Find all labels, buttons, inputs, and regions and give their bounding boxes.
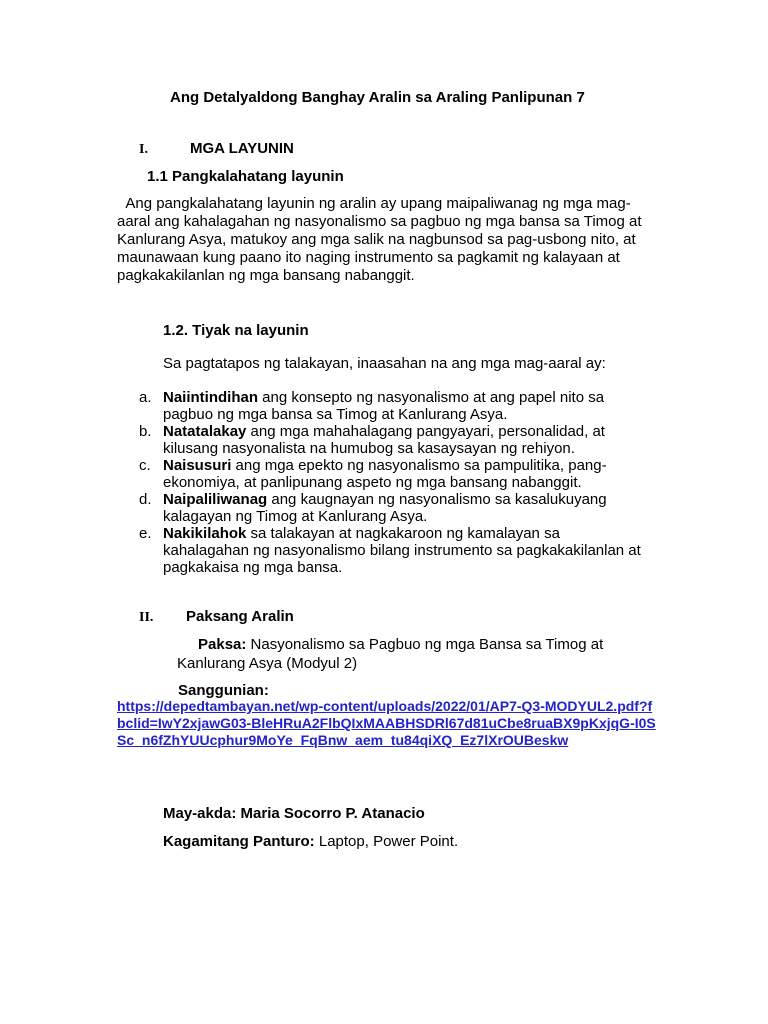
objective-verb: Natatalakay: [163, 423, 247, 440]
list-marker: e.: [139, 525, 152, 542]
section-1-numeral: I.: [139, 142, 148, 157]
objective-text: sa talakayan at nagkakaroon ng kamalayan sa kahalagahan ng nasyonalismo bilang instrumento sa pagkakakilanlan at pagkakaisa ng mga bansa.: [163, 525, 641, 576]
topic-value: Nasyonalismo sa Pagbuo ng mga Bansa sa Timog at Kanlurang Asya (Modyul 2): [177, 636, 604, 672]
materials-value: Laptop, Power Point.: [314, 833, 459, 850]
list-item: [139, 423, 643, 457]
list-item: [139, 525, 643, 576]
objective-text: ang mga mahahalagang pangyayari, personalidad, at kilusang nasyonalista na humubog sa kasaysayan ng rehiyon.: [163, 423, 605, 457]
general-objective-heading: 1.1 Pangkalahatang layunin: [147, 168, 344, 185]
objective-verb: Naiintindihan: [163, 389, 258, 406]
objective-text: ang konsepto ng nasyonalismo at ang papel nito sa pagbuo ng mga bansa sa Timog at Kanlurang Asya.: [163, 389, 605, 423]
specific-objective-intro: Sa pagtatapos ng talakayan, inaasahan na ang mga mag-aaral ay:: [163, 355, 606, 372]
list-marker: d.: [139, 491, 152, 508]
objective-verb: Naipaliliwanag: [163, 491, 268, 508]
source-label: Sanggunian:: [178, 682, 269, 699]
materials-label: Kagamitang Panturo:: [163, 833, 315, 850]
general-objective-text: [117, 195, 657, 285]
objective-verb: Nakikilahok: [163, 525, 247, 542]
specific-objective-heading: 1.2. Tiyak na layunin: [163, 322, 309, 339]
list-marker: a.: [139, 389, 152, 406]
list-marker: c.: [139, 457, 151, 474]
materials-line: [163, 833, 458, 850]
section-2-heading: Paksang Aralin: [186, 608, 294, 625]
topic-paragraph: [177, 635, 657, 673]
section-2-numeral: II.: [139, 610, 154, 625]
list-item: [139, 389, 643, 423]
objectives-list: [139, 389, 643, 576]
document-title: Ang Detalyaldong Banghay Aralin sa Araling Panlipunan 7: [170, 89, 585, 106]
source-link[interactable]: https://depedtambayan.net/wp-content/uploads/2022/01/AP7-Q3-MODYUL2.pdf?fbclid=IwY2xjawG03-BleHRuA2FlbQIxMAABHSDRl67d81uCbe8ruaBX9pKxjqG-I0SSc_n6fZhYUUcphur9MoYe_FqBnw_aem_tu84qiXQ_Ez7lXrOUBeskw: [117, 698, 656, 748]
objective-text: ang kaugnayan ng nasyonalismo sa kasalukuyang kalagayan ng Timog at Kanlurang Asya.: [163, 491, 607, 525]
topic-label: Paksa:: [198, 636, 247, 653]
list-marker: b.: [139, 423, 152, 440]
list-item: [139, 457, 643, 491]
objective-verb: Naisusuri: [163, 457, 232, 474]
general-objective-body: Ang pangkalahatang layunin ng aralin ay upang maipaliwanag ng mga mag-aaral ang kahalagahan ng nasyonalismo sa pagbuo ng mga bansa sa Timog at Kanlurang Asya, matukoy ang mga salik na nagbunsod sa pag-usbong nito, at maunawaan kung paano ito naging instrumento sa pagkamit ng kalayaan at pagkakakilanlan ng mga bansang nabanggit.: [117, 195, 642, 284]
list-item: [139, 491, 643, 525]
author-line: May-akda: Maria Socorro P. Atanacio: [163, 805, 425, 822]
objective-text: ang mga epekto ng nasyonalismo sa pampulitika, pang-ekonomiya, at panlipunang aspeto ng mga bansang nabanggit.: [163, 457, 607, 491]
section-1-heading: MGA LAYUNIN: [190, 140, 294, 157]
